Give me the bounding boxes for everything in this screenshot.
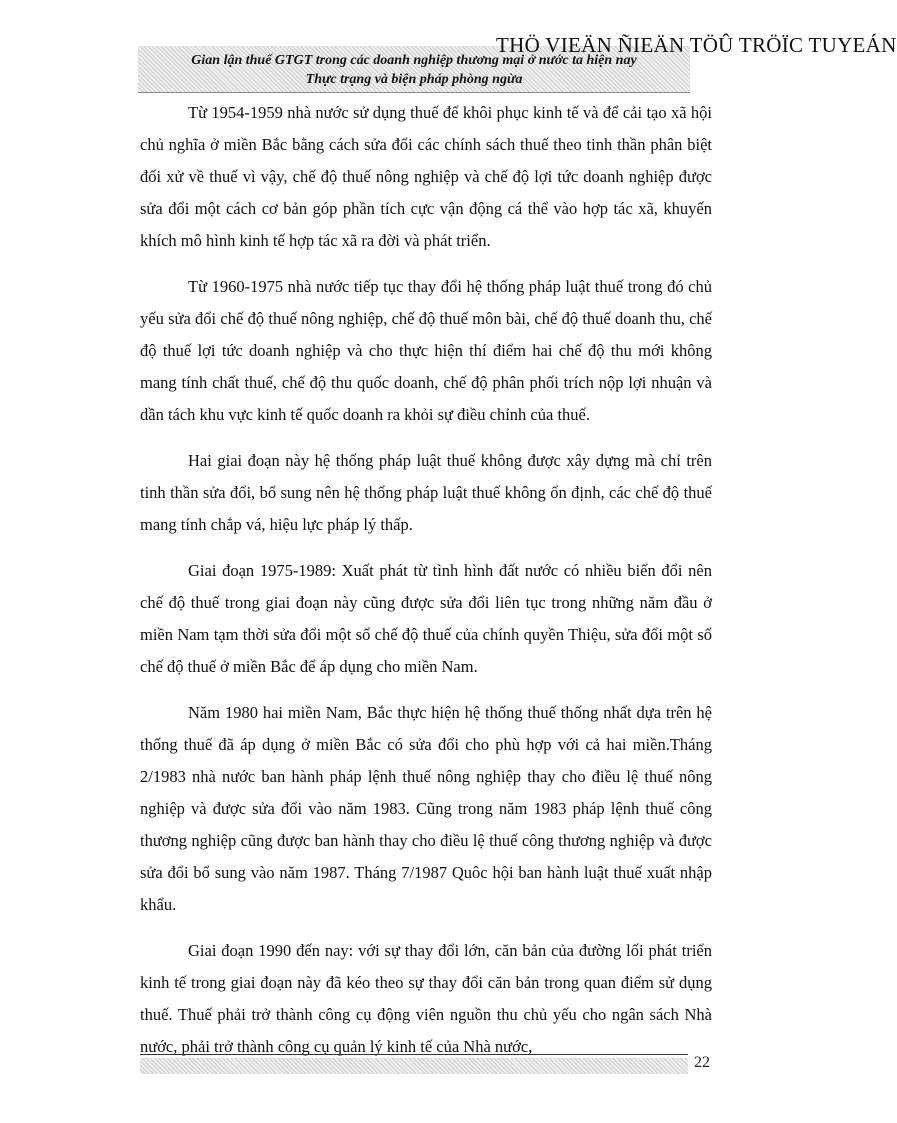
footer-rule [140, 1054, 688, 1055]
paragraph: Từ 1954-1959 nhà nước sử dụng thuế để khôi phục kinh tế và để cải tạo xã hội chủ nghĩa ở miền Bắc bằng cách sửa đổi các chính sách thuế theo tinh thần phân biệt đối xử về thuế vì vậy, chế độ thuế nông nghiệp và chế độ lợi tức doanh nghiệp được sửa đổi một cách cơ bản góp phần tích cực vận động cá thể vào hợp tác xã, khuyến khích mô hình kinh tế hợp tác xã ra đời và phát triển. [140, 103, 712, 250]
footer-band [140, 1058, 688, 1074]
body-text [140, 97, 712, 1077]
header-title: Gian lận thuế GTGT trong các doanh nghiệp thương mại ở nước ta hiện nay [191, 53, 637, 68]
paragraph: Giai đoạn 1975-1989: Xuất phát từ tình hình đất nước có nhiều biến đổi nên chế độ thuế trong giai đoạn này cũng được sửa đổi liên tục trong những năm đầu ở miền Nam tạm thời sửa đổi một số chế độ thuế của chính quyền Thiệu, sửa đổi một số chế độ thuế ở miền Bắc để áp dụng cho miền Nam. [140, 561, 712, 676]
library-watermark: THÖ VIEÄN ÑIEÄN TÖÛ TRÖÏC TUYEÁN [496, 33, 897, 57]
paragraph: Từ 1960-1975 nhà nước tiếp tục thay đổi hệ thống pháp luật thuế trong đó chủ yếu sửa đổi chế độ thuế nông nghiệp, chế độ thuế môn bài, chế độ thuế doanh thu, chế độ thuế lợi tức doanh nghiệp và cho thực hiện thí điểm hai chế độ thu mới không mang tính chất thuế, chế độ thu quốc doanh, chế độ phân phối trích nộp lợi nhuận và dần tách khu vực kinh tế quốc doanh ra khỏi sự điều chỉnh của thuế. [140, 277, 712, 424]
header-subtitle: Thực trạng và biện pháp phòng ngừa [305, 72, 523, 87]
paragraph: Giai đoạn 1990 đến nay: với sự thay đổi lớn, căn bản của đường lối phát triển kinh tế trong giai đoạn này đã kéo theo sự thay đổi căn bản trong quan điểm sử dụng thuế. Thuế phải trở thành công cụ động viên nguồn thu chủ yếu cho ngân sách Nhà nước, phải trở thành công cụ quản lý kinh tế của Nhà nước, [140, 941, 712, 1056]
paragraph: Hai giai đoạn này hệ thống pháp luật thuế không được xây dựng mà chỉ trên tinh thần sửa đổi, bổ sung nên hệ thống pháp luật thuế không ổn định, các chế độ thuế mang tính chắp vá, hiệu lực pháp lý thấp. [140, 451, 712, 534]
paragraph: Năm 1980 hai miền Nam, Bắc thực hiện hệ thống thuế thống nhất dựa trên hệ thống thuế đã áp dụng ở miền Bắc có sửa đổi cho phù hợp với cả hai miền.Tháng 2/1983 nhà nước ban hành pháp lệnh thuế nông nghiệp thay cho điều lệ thuế nông nghiệp và được sửa đổi vào năm 1983. Cũng trong năm 1983 pháp lệnh thuế công thương nghiệp cũng được ban hành thay cho điều lệ thuế công thương nghiệp và được sửa đổi bổ sung vào năm 1987. Tháng 7/1987 Quôc hội ban hành luật thuế xuất nhập khẩu. [140, 703, 712, 914]
page-number: 22 [694, 1054, 710, 1071]
